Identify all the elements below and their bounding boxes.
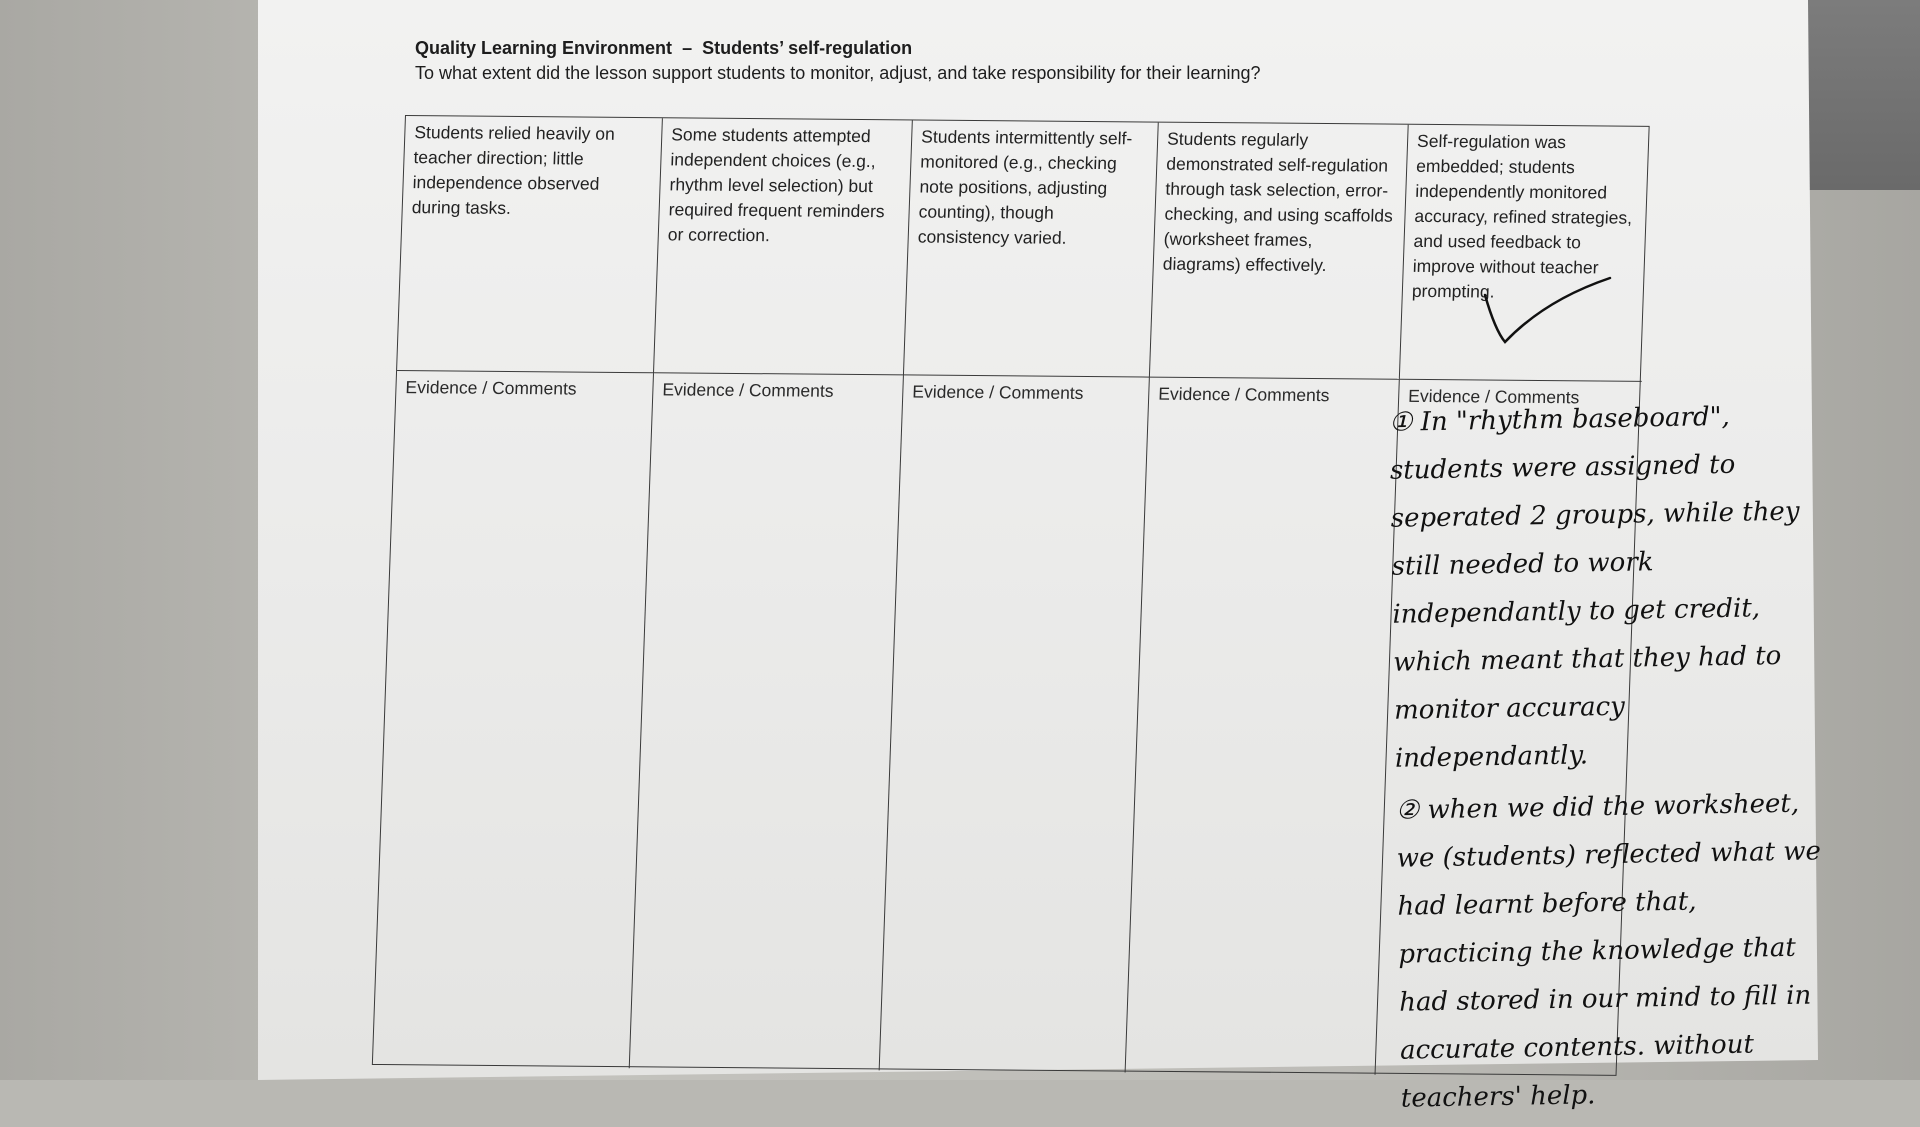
evidence-label: Evidence / Comments (405, 377, 577, 399)
handwritten-note-1: ① In "rhythm baseboard", students were assigned to seperated 2 groups, while they still needed to work independantly to get credit, which meant that they had to monitor accuracy independantly. (1388, 401, 1800, 774)
evidence-label: Evidence / Comments (1157, 383, 1330, 406)
handwritten-note-2: ② when we did the worksheet, we (students) reflected what we had learnt before that, practicing the knowledge that had stored in our mind to fill in accurate contents. without teachers' help. (1395, 788, 1822, 1114)
checkmark-icon (1475, 270, 1615, 350)
evidence-label: Evidence / Comments (1407, 385, 1580, 408)
evidence-cell-2[interactable] (630, 373, 904, 1070)
evidence-label: Evidence / Comments (662, 379, 834, 401)
heading-subtitle: Students’ self-regulation (702, 38, 913, 58)
evidence-cell-3[interactable] (880, 375, 1150, 1072)
level-2-descriptor: Some students attempted independent choices (e.g., rhythm level selection) but required frequent reminders or correction. (654, 118, 913, 375)
level-1-descriptor: Students relied heavily on teacher direction; little independence observed during tasks. (397, 116, 663, 373)
heading-title-line (415, 38, 1261, 59)
level-3-descriptor: Students intermittently self-monitored (e.g., checking note positions, adjusting counting), though consistency varied. (904, 120, 1159, 377)
handwritten-comments (1389, 391, 1832, 1126)
evidence-cell-1[interactable] (373, 371, 654, 1068)
heading-title: Quality Learning Environment (415, 38, 673, 58)
page-heading (415, 38, 1261, 84)
heading-question: To what extent did the lesson support students to monitor, adjust, and take responsibility for their learning? (415, 63, 1261, 83)
level-4-descriptor: Students regularly demonstrated self-regulation through task selection, error-checking, and using scaffolds (worksheet frames, diagrams) effectively. (1150, 123, 1409, 380)
level-5-descriptor: Self-regulation was embedded; students independently monitored accuracy, refined strategies, and used feedback to improve without teacher prompting. (1400, 125, 1651, 382)
evidence-label: Evidence / Comments (912, 381, 1084, 403)
heading-separator: – (682, 38, 693, 58)
evidence-cell-4[interactable] (1126, 378, 1400, 1075)
